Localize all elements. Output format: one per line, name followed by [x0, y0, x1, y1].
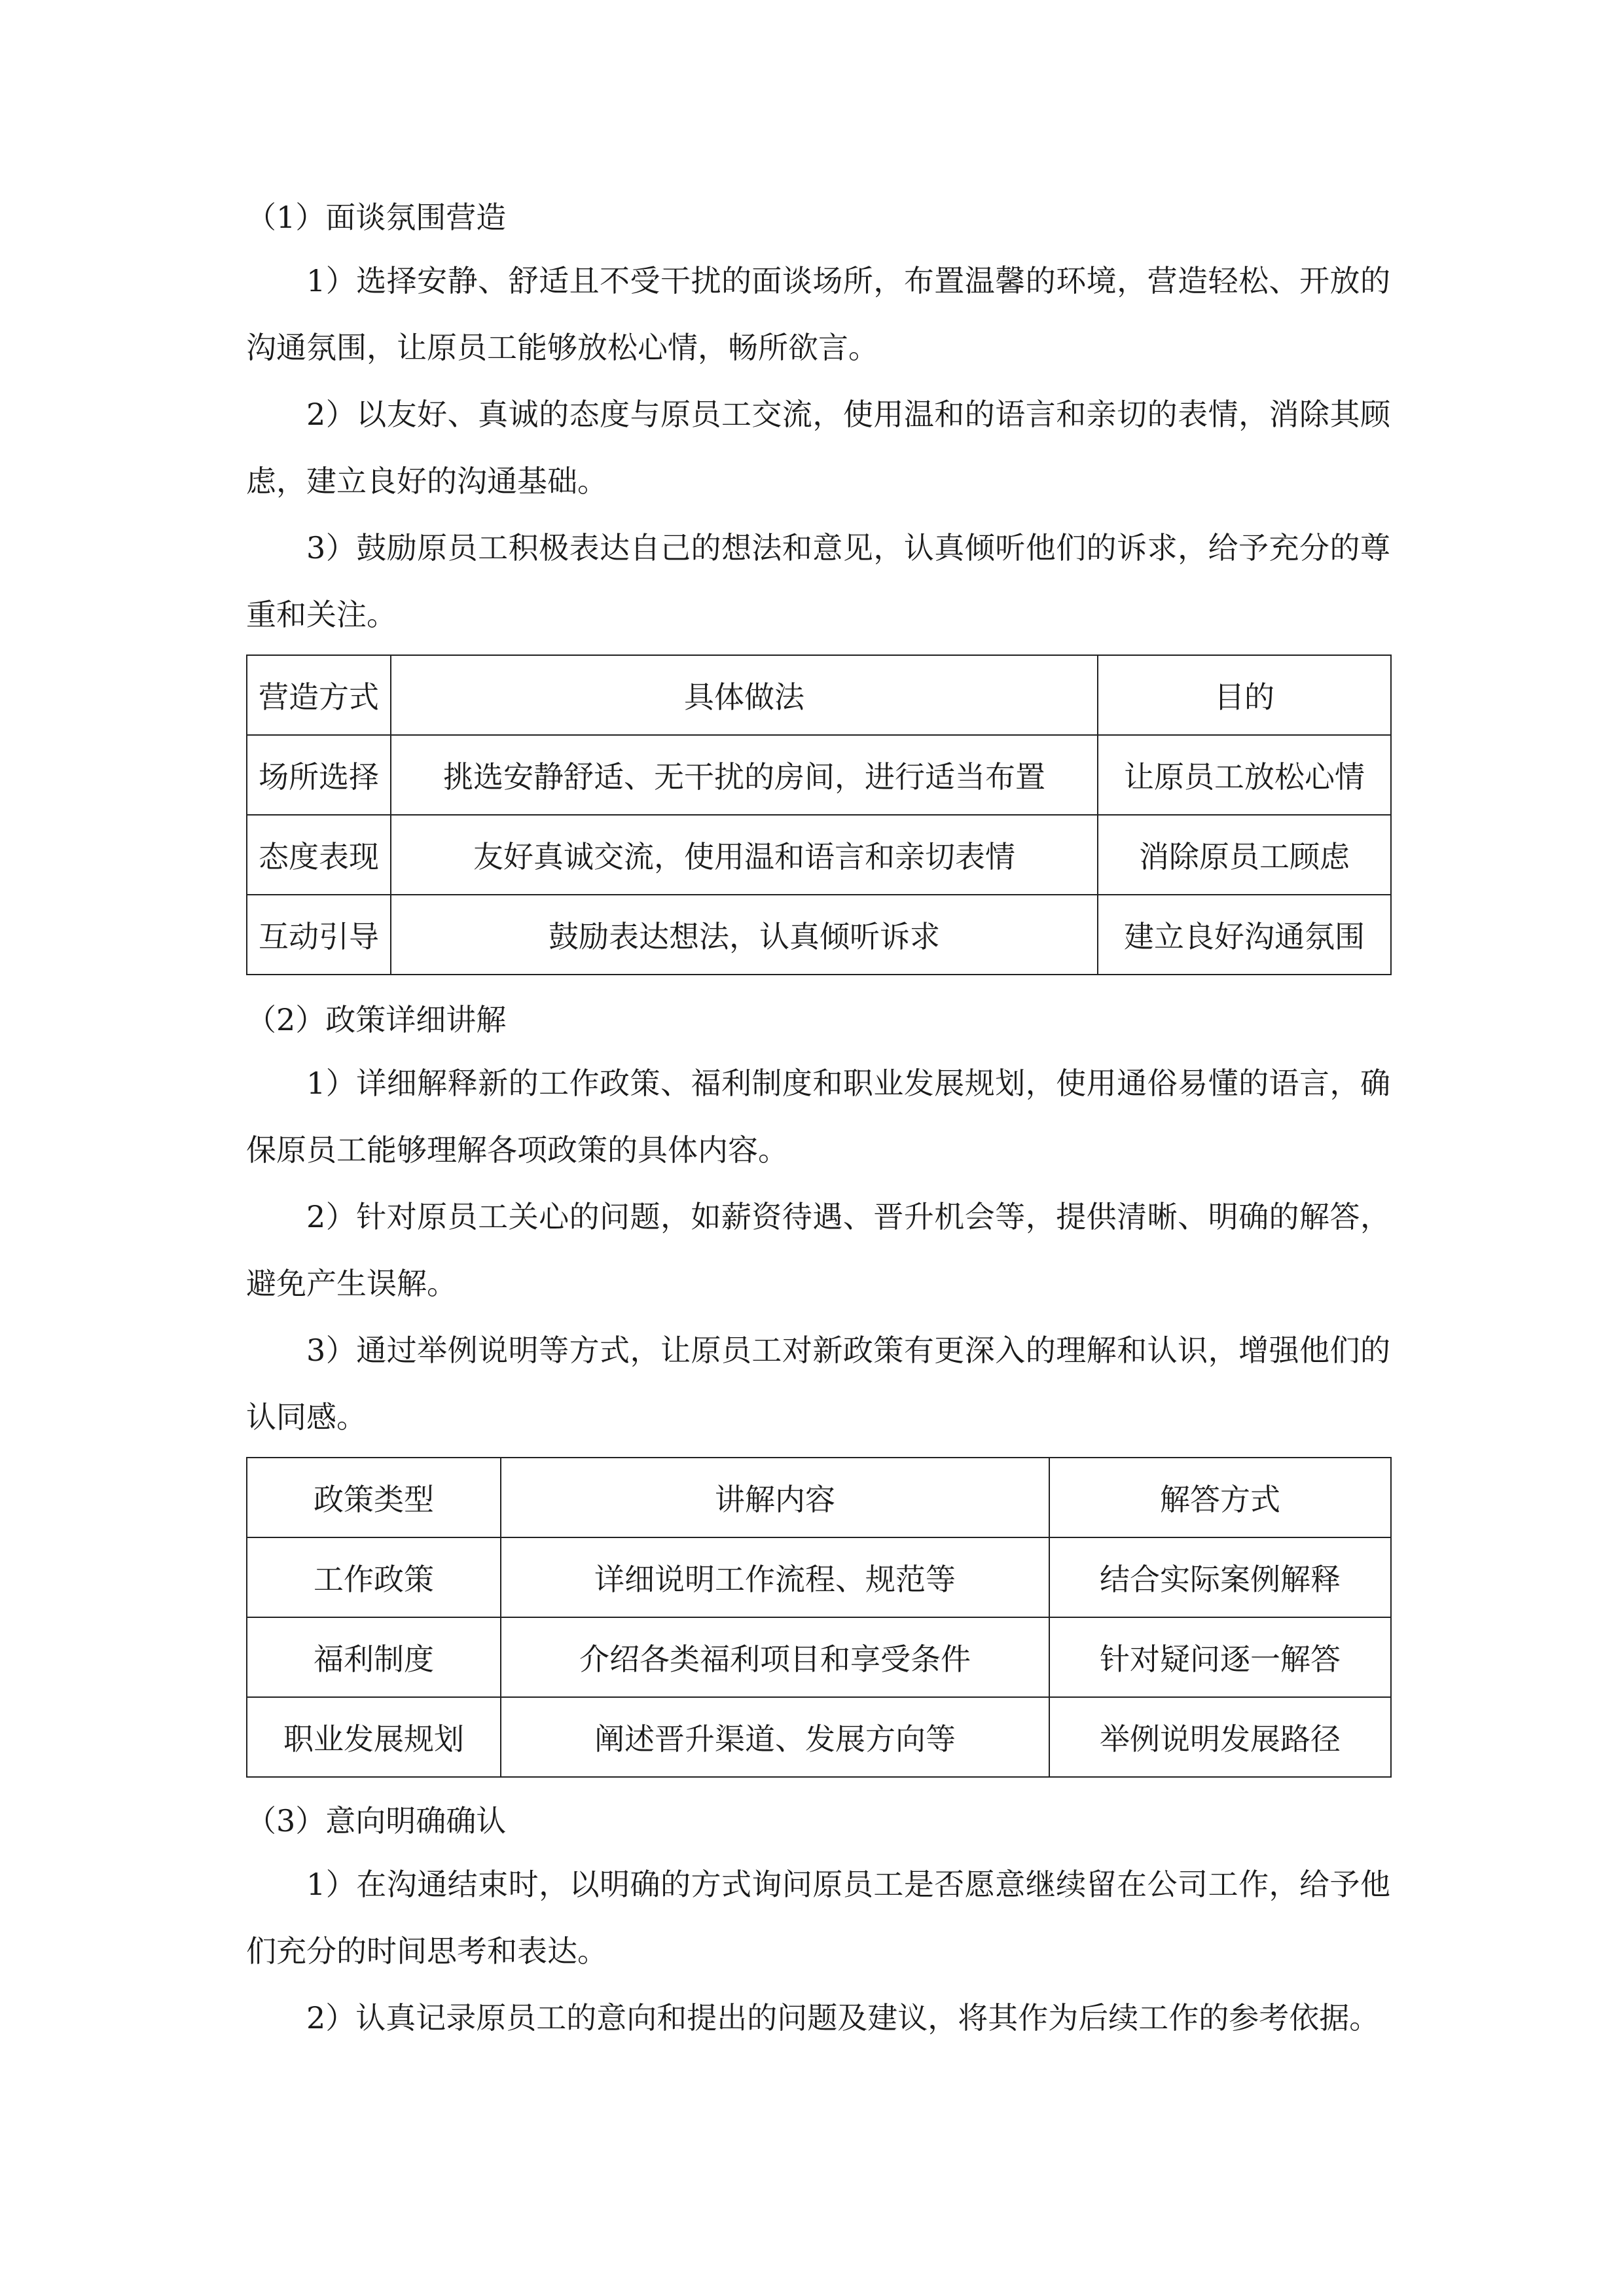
table-cell: 介绍各类福利项目和享受条件	[501, 1617, 1049, 1697]
table-header-cell: 目的	[1098, 655, 1391, 735]
table-cell: 职业发展规划	[247, 1697, 501, 1777]
table-cell: 针对疑问逐一解答	[1049, 1617, 1391, 1697]
table-cell: 结合实际案例解释	[1049, 1537, 1391, 1617]
table-cell: 举例说明发展路径	[1049, 1697, 1391, 1777]
table-row	[247, 1697, 1391, 1777]
section-1-paragraph-3: 3）鼓励原员工积极表达自己的想法和意见，认真倾听他们的诉求，给予充分的尊重和关注。	[246, 530, 1390, 632]
section-2-paragraph-1: 1）详细解释新的工作政策、福利制度和职业发展规划，使用通俗易懂的语言，确保原员工能够理解各项政策的具体内容。	[246, 1066, 1390, 1168]
table-row	[247, 1537, 1391, 1617]
table-header-row	[247, 1458, 1391, 1537]
table-row	[247, 1617, 1391, 1697]
atmosphere-table	[246, 655, 1392, 975]
table-cell: 友好真诚交流，使用温和语言和亲切表情	[391, 815, 1098, 895]
policy-table	[246, 1457, 1392, 1778]
table-row	[247, 815, 1391, 895]
table-header-cell: 解答方式	[1049, 1458, 1391, 1537]
table-cell: 消除原员工顾虑	[1098, 815, 1391, 895]
table-header-cell: 营造方式	[247, 655, 391, 735]
section-3-paragraph-2: 2）认真记录原员工的意向和提出的问题及建议，将其作为后续工作的参考依据。	[306, 2000, 1380, 2036]
table-cell: 阐述晋升渠道、发展方向等	[501, 1697, 1049, 1777]
table-cell: 建立良好沟通氛围	[1098, 895, 1391, 975]
table-header-cell: 讲解内容	[501, 1458, 1049, 1537]
table-row	[247, 895, 1391, 975]
table-header-row	[247, 655, 1391, 735]
section-3-heading: （3）意向明确确认	[246, 1803, 507, 1839]
table-cell: 挑选安静舒适、无干扰的房间，进行适当布置	[391, 735, 1098, 815]
section-2-heading: （2）政策详细讲解	[246, 1002, 507, 1037]
section-2-paragraph-3: 3）通过举例说明等方式，让原员工对新政策有更深入的理解和认识，增强他们的认同感。	[246, 1333, 1390, 1435]
table-cell: 让原员工放松心情	[1098, 735, 1391, 815]
table-cell: 互动引导	[247, 895, 391, 975]
section-3-paragraph-1: 1）在沟通结束时，以明确的方式询问原员工是否愿意继续留在公司工作，给予他们充分的时间思考和表达。	[246, 1867, 1390, 1969]
table-cell: 鼓励表达想法，认真倾听诉求	[391, 895, 1098, 975]
section-1-heading: （1）面谈氛围营造	[246, 200, 507, 235]
table-cell: 工作政策	[247, 1537, 501, 1617]
table-cell: 场所选择	[247, 735, 391, 815]
table-cell: 详细说明工作流程、规范等	[501, 1537, 1049, 1617]
table-cell: 态度表现	[247, 815, 391, 895]
table-cell: 福利制度	[247, 1617, 501, 1697]
section-2-paragraph-2: 2）针对原员工关心的问题，如薪资待遇、晋升机会等，提供清晰、明确的解答，避免产生误解。	[246, 1199, 1390, 1301]
table-header-cell: 具体做法	[391, 655, 1098, 735]
table-header-cell: 政策类型	[247, 1458, 501, 1537]
section-1-paragraph-2: 2）以友好、真诚的态度与原员工交流，使用温和的语言和亲切的表情，消除其顾虑，建立良好的沟通基础。	[246, 397, 1390, 499]
table-row	[247, 735, 1391, 815]
section-1-paragraph-1: 1）选择安静、舒适且不受干扰的面谈场所，布置温馨的环境，营造轻松、开放的沟通氛围，让原员工能够放松心情，畅所欲言。	[246, 263, 1390, 365]
